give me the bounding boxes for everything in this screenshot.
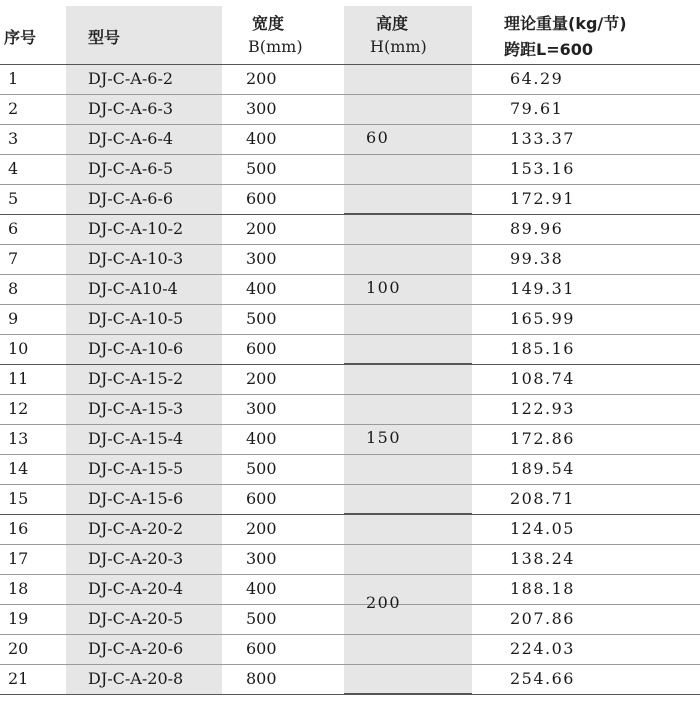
- height-value: 200: [366, 593, 402, 612]
- row-model: DJ-C-A-6-4: [88, 129, 174, 148]
- row-width: 400: [246, 129, 277, 148]
- row-model: DJ-C-A-20-5: [88, 609, 184, 628]
- row-number: 13: [8, 429, 29, 448]
- row-width: 600: [246, 489, 277, 508]
- row-model: DJ-C-A-20-6: [88, 639, 184, 658]
- header-no-label: 序号: [4, 28, 37, 47]
- row-number: 15: [8, 489, 29, 508]
- row-weight: 224.03: [510, 639, 575, 658]
- row-weight: 185.16: [510, 339, 575, 358]
- row-model: DJ-C-A-6-6: [88, 189, 174, 208]
- row-number: 20: [8, 639, 29, 658]
- height-group-cell: [344, 64, 472, 214]
- header-width-label: 宽度: [252, 14, 285, 33]
- height-group-cell: [344, 514, 472, 694]
- row-number: 10: [8, 339, 29, 358]
- row-number: 1: [8, 69, 19, 88]
- row-weight: 153.16: [510, 159, 575, 178]
- header-height-unit: H(mm): [370, 37, 427, 56]
- row-width: 300: [246, 549, 277, 568]
- row-number: 6: [8, 219, 19, 238]
- row-width: 500: [246, 309, 277, 328]
- row-weight: 89.96: [510, 219, 564, 238]
- row-width: 800: [246, 669, 277, 688]
- row-width: 400: [246, 429, 277, 448]
- row-model: DJ-C-A-6-5: [88, 159, 174, 178]
- row-weight: 79.61: [510, 99, 564, 118]
- row-model: DJ-C-A-10-6: [88, 339, 184, 358]
- row-number: 17: [8, 549, 29, 568]
- row-model: DJ-C-A-20-2: [88, 519, 184, 538]
- row-model: DJ-C-A-20-4: [88, 579, 184, 598]
- row-number: 21: [8, 669, 29, 688]
- row-weight: 64.29: [510, 69, 564, 88]
- row-width: 600: [246, 189, 277, 208]
- header-height: [370, 6, 470, 64]
- row-model: DJ-C-A-15-6: [88, 489, 184, 508]
- row-weight: 149.31: [510, 279, 575, 298]
- row-width: 600: [246, 639, 277, 658]
- row-weight: 108.74: [510, 369, 575, 388]
- row-number: 12: [8, 399, 29, 418]
- table-header: [0, 6, 700, 65]
- row-weight: 189.54: [510, 459, 575, 478]
- height-value: 100: [366, 278, 402, 297]
- row-weight: 188.18: [510, 579, 575, 598]
- row-weight: 133.37: [510, 129, 575, 148]
- row-model: DJ-C-A-15-2: [88, 369, 184, 388]
- row-width: 400: [246, 579, 277, 598]
- row-number: 2: [8, 99, 19, 118]
- row-number: 4: [8, 159, 19, 178]
- row-model: DJ-C-A-10-5: [88, 309, 184, 328]
- row-width: 500: [246, 609, 277, 628]
- row-model: DJ-C-A-10-2: [88, 219, 184, 238]
- header-weight-label: 理论重量(kg/节): [504, 14, 627, 33]
- row-number: 19: [8, 609, 29, 628]
- row-model: DJ-C-A-15-5: [88, 459, 184, 478]
- row-number: 16: [8, 519, 29, 538]
- row-weight: 165.99: [510, 309, 575, 328]
- row-weight: 124.05: [510, 519, 575, 538]
- row-weight: 172.86: [510, 429, 575, 448]
- row-model: DJ-C-A-10-3: [88, 249, 184, 268]
- row-weight: 254.66: [510, 669, 575, 688]
- row-number: 8: [8, 279, 19, 298]
- header-model-label: 型号: [88, 28, 121, 47]
- row-weight: 172.91: [510, 189, 575, 208]
- row-model: DJ-C-A-20-8: [88, 669, 184, 688]
- row-model: DJ-C-A-15-3: [88, 399, 184, 418]
- row-number: 9: [8, 309, 19, 328]
- height-group-cell: [344, 364, 472, 514]
- header-model: [88, 6, 208, 64]
- row-model: DJ-C-A-6-2: [88, 69, 174, 88]
- row-width: 500: [246, 459, 277, 478]
- row-number: 7: [8, 249, 19, 268]
- row-weight: 138.24: [510, 549, 575, 568]
- header-height-label: 高度: [376, 14, 409, 33]
- row-width: 300: [246, 399, 277, 418]
- row-width: 200: [246, 219, 277, 238]
- row-width: 400: [246, 279, 277, 298]
- row-width: 300: [246, 249, 277, 268]
- row-model: DJ-C-A-6-3: [88, 99, 174, 118]
- row-model: DJ-C-A10-4: [88, 279, 178, 298]
- row-number: 5: [8, 189, 19, 208]
- height-group-cell: [344, 214, 472, 364]
- row-model: DJ-C-A-15-4: [88, 429, 184, 448]
- height-value: 150: [366, 428, 402, 447]
- row-weight: 122.93: [510, 399, 575, 418]
- header-width-unit: B(mm): [248, 37, 303, 56]
- row-weight: 99.38: [510, 249, 564, 268]
- header-width: [248, 6, 338, 64]
- row-width: 500: [246, 159, 277, 178]
- row-model: DJ-C-A-20-3: [88, 549, 184, 568]
- row-number: 11: [8, 369, 29, 388]
- header-weight-span: 跨距L=600: [504, 40, 594, 59]
- row-weight: 208.71: [510, 489, 575, 508]
- row-number: 3: [8, 129, 19, 148]
- row-width: 300: [246, 99, 277, 118]
- row-number: 18: [8, 579, 29, 598]
- row-width: 200: [246, 369, 277, 388]
- row-width: 200: [246, 519, 277, 538]
- row-number: 14: [8, 459, 29, 478]
- header-no: [4, 6, 64, 64]
- row-width: 200: [246, 69, 277, 88]
- spec-table: [0, 6, 700, 694]
- row-weight: 207.86: [510, 609, 575, 628]
- height-value: 60: [366, 128, 390, 147]
- header-weight: [504, 6, 694, 64]
- row-width: 600: [246, 339, 277, 358]
